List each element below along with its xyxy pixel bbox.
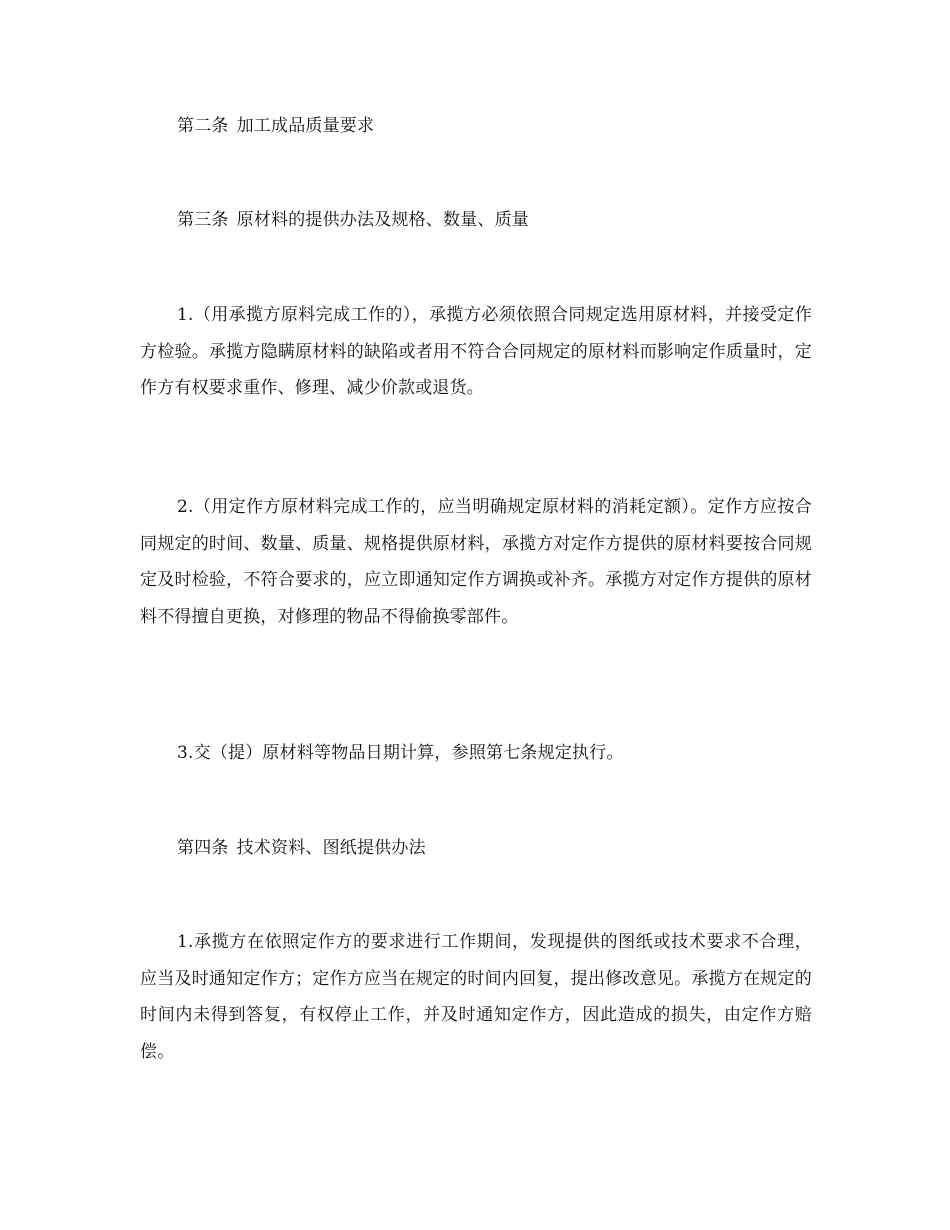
article-2-heading [140, 108, 812, 145]
article-2-title: 加工成品质量要求 [236, 116, 375, 136]
article-4-heading [140, 830, 812, 867]
article-3-label: 第三条 [177, 210, 229, 230]
article-4-title: 技术资料、图纸提供办法 [236, 838, 426, 858]
article-3-heading [140, 202, 812, 239]
article-4-label: 第四条 [177, 838, 229, 858]
article-4-item-1: 1.承揽方在依照定作方的要求进行工作期间，发现提供的图纸或技术要求不合理，应当及时通知定作方；定作方应当在规定的时间内回复，提出修改意见。承揽方在规定的时间内未得到答复，有权停止工作，并及时通知定作方，因此造成的损失，由定作方赔偿。 [140, 932, 812, 1062]
article-2-label: 第二条 [177, 116, 229, 136]
article-3-item-1: 1.（用承揽方原料完成工作的），承揽方必须依照合同规定选用原材料，并接受定作方检验。承揽方隐瞒原材料的缺陷或者用不符合合同规定的原材料而影响定作质量时，定作方有权要求重作、修理、减少价款或退货。 [140, 305, 812, 398]
article-3-title: 原材料的提供办法及规格、数量、质量 [236, 210, 530, 230]
article-3-item-2: 2.（用定作方原材料完成工作的，应当明确规定原材料的消耗定额）。定作方应按合同规定的时间、数量、质量、规格提供原材料，承揽方对定作方提供的原材料要按合同规定及时检验，不符合要求的，应立即通知定作方调换或补齐。承揽方对定作方提供的原材料不得擅自更换，对修理的物品不得偷换零部件。 [140, 497, 812, 627]
article-3-item-3: 3.交（提）原材料等物品日期计算，参照第七条规定执行。 [177, 743, 624, 763]
